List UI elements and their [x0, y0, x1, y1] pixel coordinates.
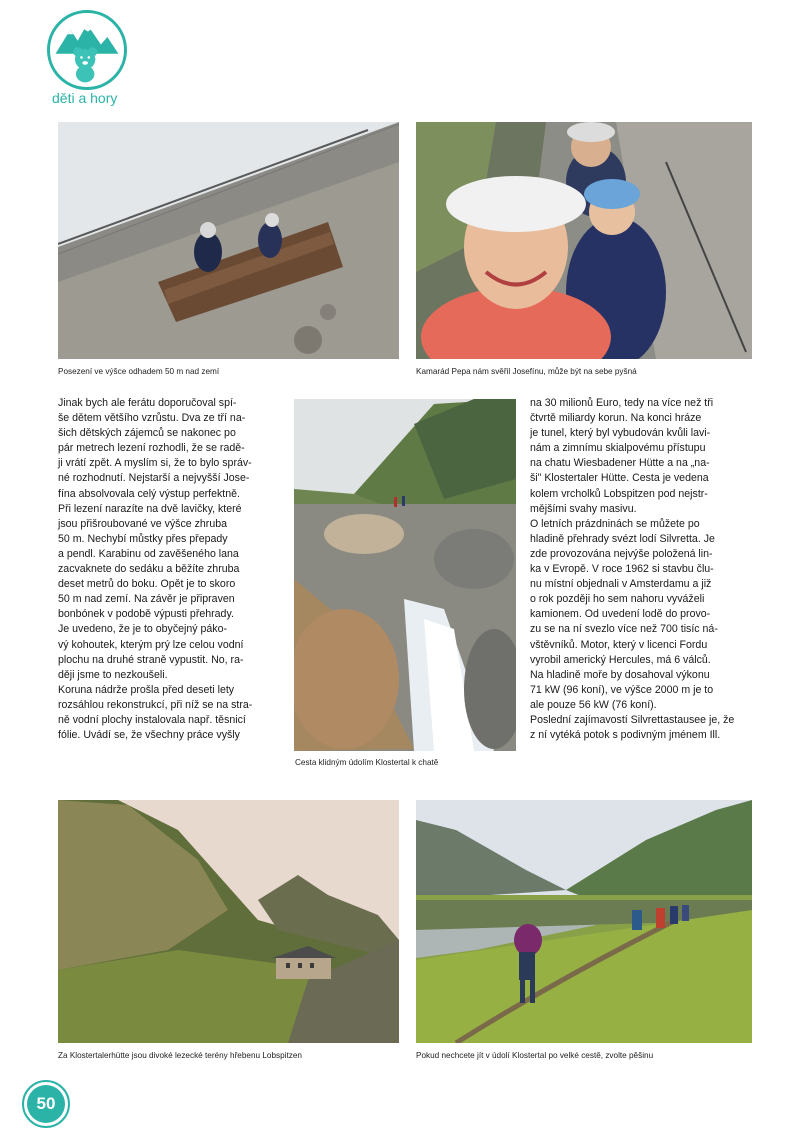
text-line: nu místní objednali v Amsterdamu a již	[530, 578, 712, 591]
text-line: fólie. Uvádí se, že všechny práce vyšly	[58, 729, 240, 742]
text-line: ně vodní plochy instalovala např. těsnicí	[58, 713, 246, 726]
text-line: a pendl. Karabinu od zavěšeného lana	[58, 547, 239, 560]
text-line: 50 m nad zemí. Na závěr je připraven	[58, 593, 235, 606]
text-line: Koruna nádrže prošla před deseti lety	[58, 683, 235, 696]
article-column-right	[530, 396, 760, 743]
text-line: Na hladině moře by dosahoval výkonu	[530, 668, 710, 681]
text-line: na 30 milionů Euro, tedy na více než tři	[530, 397, 714, 409]
text-line: zacvaknete do sedáku a běžíte zhruba	[58, 563, 240, 576]
text-line: vý kohoutek, kterým prý lze celou vodní	[58, 638, 244, 651]
text-line: Je uvedeno, že je to obyčejný páko-	[58, 623, 228, 636]
text-line: o rok později ho sem nahoru vyváželi	[530, 593, 705, 606]
text-line: plochu na druhé straně vypustit. No, ra-	[58, 653, 244, 666]
text-line: kolem vrcholků Lobspitzen pod nejstr-	[530, 487, 708, 500]
text-line: vštěvníků. Motor, který v licenci Fordu	[530, 638, 708, 651]
text-line: rozsáhlou rekonstrukcí, při níž se na stra-	[58, 698, 253, 711]
dam-bench-caption: Posezení ve výšce odhadem 50 m nad zemí	[58, 367, 220, 376]
text-line: je tunel, který byl vybudován kvůli lavi-	[530, 427, 711, 440]
text-line: ději jsme to nezkoušeli.	[58, 668, 168, 681]
text-line: na chatu Wiesbadener Hütte a na „na-	[530, 457, 710, 470]
text-line: ši" Klostertaler Hütte. Cesta je vedena	[530, 472, 709, 485]
mountain-bear-icon	[50, 13, 124, 87]
text-line: Jinak bych ale ferátu doporučoval spí-	[58, 397, 237, 409]
selfie-caption: Kamarád Pepa nám svěřil Josefínu, může být na sebe pyšná	[416, 367, 637, 376]
text-line: fína absolvovala celý výstup perfektně.	[58, 487, 240, 500]
text-line: pár metrech lezení rozhodli, že se radě-	[58, 442, 245, 455]
dam-bench-photo	[58, 122, 399, 359]
text-line: ale pouze 56 kW (76 koní).	[530, 698, 657, 711]
text-line: jsou přišroubované ve výšce zhruba	[58, 517, 228, 530]
hikers-photo	[416, 800, 752, 1043]
text-line: ji vrátí zpět. A myslím si, že to bylo správ-	[58, 457, 252, 470]
brand-logo	[47, 10, 127, 90]
text-line: né rozhodnutí. Nejstarší a nejvyšší Jose-	[58, 472, 250, 485]
text-line: vyrobil americký Hercules, má 6 válců.	[530, 653, 711, 666]
text-line: šich dětských zájemců se nakonec po	[58, 427, 236, 440]
page-number: 50	[27, 1085, 65, 1123]
text-line: še dětem většího vzrůstu. Dva ze tří na-	[58, 412, 246, 425]
text-line: mějšími svahy masivu.	[530, 502, 637, 515]
hut-caption: Za Klostertalerhütte jsou divoké lezecké terény hřebenu Lobspitzen	[58, 1051, 302, 1060]
text-line: 50 m. Nechybí můstky přes přepady	[58, 532, 228, 545]
text-line: deset metrů do boku. Opět je to skoro	[58, 578, 236, 591]
text-line: Při lezení narazíte na dvě lavičky, které	[58, 502, 242, 515]
valley-stream-caption: Cesta klidným údolím Klostertal k chatě	[295, 758, 439, 767]
page-number-badge	[22, 1080, 70, 1128]
text-line: ka v Evropě. V roce 1962 si stavbu člu-	[530, 563, 714, 576]
text-line: 71 kW (96 koní), ve výšce 2000 m je to	[530, 683, 714, 696]
text-line: čtvrtě miliardy korun. Na konci hráze	[530, 412, 702, 425]
text-line: hladině přehrady svézt lodí Silvretta. Je	[530, 532, 715, 545]
text-line: bonbónek v podobě výpusti přehrady.	[58, 608, 234, 621]
brand-name: děti a hory	[52, 90, 118, 106]
selfie-photo	[416, 122, 752, 359]
valley-stream-photo	[294, 399, 516, 751]
hut-photo	[58, 800, 399, 1043]
hikers-caption: Pokud nechcete jít v údolí Klostertal po velké cestě, zvolte pěšinu	[416, 1051, 654, 1060]
article-column-left	[58, 396, 284, 743]
text-line: z ní vytéká potok s podivným jménem Ill.	[530, 729, 721, 742]
text-line: zde provozována nejvýše položená lin-	[530, 547, 713, 560]
text-line: kamionem. Od uvedení lodě do provo-	[530, 608, 711, 621]
text-line: Poslední zajímavostí Silvrettastausee je, že	[530, 713, 735, 726]
text-line: O letních prázdninách se můžete po	[530, 517, 700, 530]
text-line: zu se na ní svezlo více než 700 tisíc ná-	[530, 623, 718, 636]
text-line: nám a zimnímu skialpovému přístupu	[530, 442, 706, 455]
